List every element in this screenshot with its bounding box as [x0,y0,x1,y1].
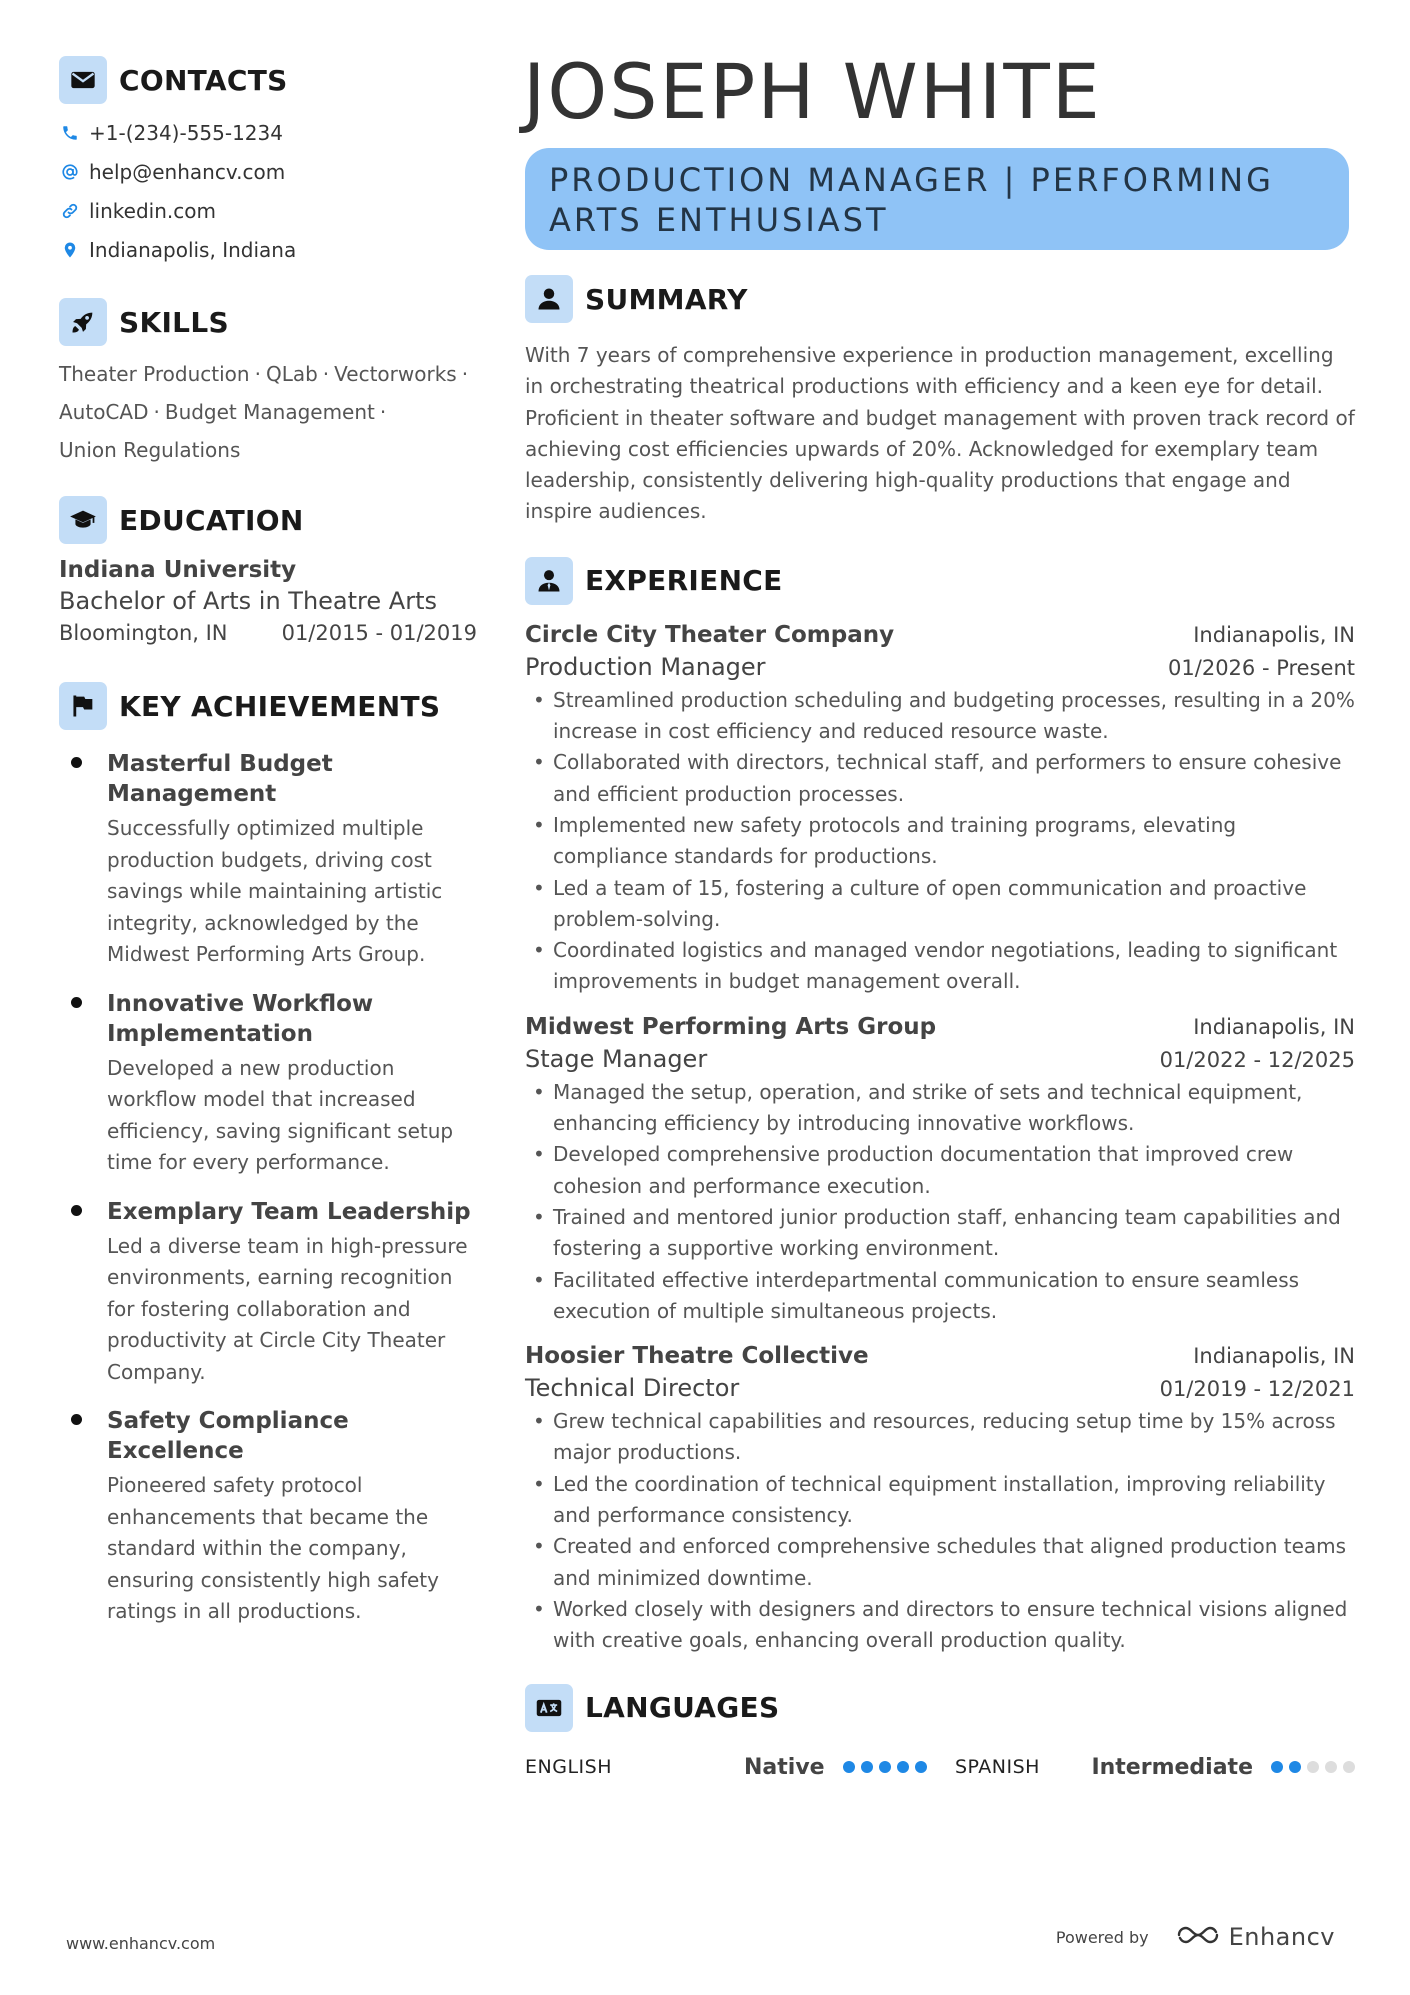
left-column [59,55,479,1628]
education-degree: Bachelor of Arts in Theatre Arts [59,587,437,615]
envelope-icon [59,56,107,104]
skill-item: QLab [265,362,318,386]
achievement-item [59,1197,479,1389]
job-bullet: • Worked closely with designers and directors to ensure technical visions aligned with creative goals, enhancing overall production quality. [525,1594,1355,1657]
contacts-header [59,55,479,105]
job-company: Circle City Theater Company [525,621,895,648]
contact-phone[interactable] [59,113,479,152]
job-bullet: • Facilitated effective interdepartmental communication to ensure seamless execution of multiple simultaneous projects. [525,1265,1355,1328]
summary-header [525,274,1355,324]
phone-icon [59,122,81,144]
rating-dot-empty [1343,1761,1355,1773]
rating-dot-filled [897,1761,909,1773]
education-school: Indiana University [59,557,297,583]
job-bullet: • Led a team of 15, fostering a culture of open communication and proactive problem-solving. [525,873,1355,936]
languages-header [525,1683,1355,1733]
job-dates: 01/2022 - 12/2025 [1159,1047,1355,1072]
contact-text: linkedin.com [89,198,216,223]
language-item [955,1755,1355,1780]
achievements-section [59,681,479,1628]
skill-item: AutoCAD [59,400,149,424]
job-bullet: • Coordinated logistics and managed vendor negotiations, leading to significant improvements in budget management overall. [525,935,1355,998]
contact-list [59,113,479,269]
job-bullets [525,685,1355,998]
job-bullets [525,1406,1355,1656]
job-location: Indianapolis, IN [1193,622,1355,647]
job-location: Indianapolis, IN [1193,1014,1355,1039]
language-name: SPANISH [955,1756,1040,1778]
flag-icon [59,682,107,730]
education-header [59,495,479,545]
job-bullet: • Implemented new safety protocols and training programs, elevating compliance standards for productions. [525,810,1355,873]
job-role: Production Manager [525,652,766,681]
rating-dot-filled [843,1761,855,1773]
achievement-title: Safety Compliance Excellence [107,1408,349,1464]
contacts-section [59,55,479,269]
contact-linkedin[interactable] [59,191,479,230]
achievement-desc: Developed a new production workflow model that increased efficiency, saving significant setup time for every performance. [107,1055,454,1174]
section-title: SKILLS [119,305,229,339]
rating-dot-filled [861,1761,873,1773]
enhancv-logo-icon [1175,1922,1221,1952]
businessman-icon [525,557,573,605]
job-dates: 01/2019 - 12/2021 [1159,1377,1355,1402]
job-bullet: • Created and enforced comprehensive schedules that aligned production teams and minimized downtime. [525,1531,1355,1594]
skills-header [59,297,479,347]
language-name: ENGLISH [525,1756,612,1778]
section-title: EXPERIENCE [585,564,783,598]
link-icon [59,200,81,222]
achievement-item [59,1406,479,1628]
bullet-icon [71,1414,82,1425]
language-level: Intermediate [1091,1754,1253,1780]
contact-text: +1-(234)-555-1234 [89,120,283,145]
job-bullet: • Collaborated with directors, technical staff, and performers to ensure cohesive and efficient production processes. [525,747,1355,810]
job-role: Technical Director [525,1374,740,1403]
section-title: LANGUAGES [585,1691,780,1724]
job-bullet: • Managed the setup, operation, and strike of sets and technical equipment, enhancing efficiency by introducing innovative workflows. [525,1077,1355,1140]
job-bullets [525,1077,1355,1327]
powered-by-label: Powered by [1055,1927,1149,1947]
bullet-icon [71,1205,82,1216]
rating-dot-filled [879,1761,891,1773]
education-meta [59,621,477,645]
section-title: EDUCATION [119,503,304,537]
contact-text: Indianapolis, Indiana [89,237,297,262]
contact-email[interactable] [59,152,479,191]
rating-dot-filled [915,1761,927,1773]
achievement-item [59,989,479,1179]
job-bullet: • Grew technical capabilities and resources, reducing setup time by 15% across major productions. [525,1406,1355,1469]
job-bullet: • Trained and mentored junior production staff, enhancing team capabilities and fostering a supportive working environment. [525,1202,1355,1265]
summary-text: With 7 years of comprehensive experience in production management, excelling in orchestrating theatrical productions with efficiency and a keen eye for detail. Proficient in theater software and budget management with proven track record of achieving cost efficiencies upwards of 20%. Acknowledged for exemplary team leadership, consistently delivering high-quality productions that engage and inspire audiences. [525,343,1355,524]
job-company: Hoosier Theatre Collective [525,1343,869,1370]
contact-location [59,230,479,269]
rocket-icon [59,298,107,346]
achievement-title: Masterful Budget Management [107,751,333,807]
achievement-title: Innovative Workflow Implementation [107,990,374,1047]
section-title: CONTACTS [119,63,288,97]
education-dates: 01/2015 - 01/2019 [281,621,477,645]
brand-name: Enhancv [1228,1923,1335,1951]
skill-item: Budget Management [164,400,375,424]
job-bullet: • Streamlined production scheduling and budgeting processes, resulting in a 20% increase in cost efficiency and reduced resource waste. [525,685,1355,748]
location-pin-icon [59,239,81,261]
translate-icon [525,1684,573,1732]
language-rating [1271,1761,1355,1773]
graduation-cap-icon [59,496,107,544]
candidate-title: PRODUCTION MANAGER | PERFORMING ARTS ENTHUSIAST [525,148,1349,250]
achievement-desc: Successfully optimized multiple production budgets, driving cost savings while maintaining artistic integrity, acknowledged by the Midwest Performing Arts Group. [107,816,443,966]
education-location: Bloomington, IN [59,621,228,645]
skills-list: Theater Production · QLab · Vectorworks · AutoCAD · Budget Management · Union Regulations [59,362,469,462]
footer-branding [1056,1922,1335,1952]
language-level: Native [744,1754,825,1780]
bullet-icon [71,997,82,1008]
contact-text: help@enhancv.com [89,159,286,184]
right-column [523,47,1355,1780]
summary-section [525,274,1355,528]
job-entry [525,622,1355,998]
job-entry [525,1014,1355,1327]
rating-dot-filled [1289,1761,1301,1773]
candidate-name: JOSEPH WHITE [523,47,1102,136]
achievement-title: Exemplary Team Leadership [107,1198,471,1225]
job-bullet: • Led the coordination of technical equipment installation, improving reliability and performance consistency. [525,1469,1355,1532]
job-company: Midwest Performing Arts Group [525,1013,937,1040]
achievement-list [59,749,479,1628]
footer-website[interactable]: www.enhancv.com [66,1934,216,1953]
experience-section [525,556,1355,1657]
section-title: SUMMARY [585,282,748,316]
achievements-header [59,681,479,731]
job-bullet: • Developed comprehensive production documentation that improved crew cohesion and performance execution. [525,1139,1355,1202]
experience-header [525,556,1355,606]
job-dates: 01/2026 - Present [1168,655,1355,680]
at-icon [59,161,81,183]
skill-item: Union Regulations [59,438,241,462]
language-rating [843,1761,927,1773]
achievement-item [59,749,479,971]
rating-dot-empty [1307,1761,1319,1773]
user-icon [525,275,573,323]
rating-dot-empty [1325,1761,1337,1773]
job-entry [525,1343,1355,1656]
language-list [525,1755,1355,1780]
language-item [525,1755,955,1780]
languages-section [525,1683,1355,1780]
skill-item: Theater Production [59,362,250,386]
skills-section [59,297,479,469]
job-location: Indianapolis, IN [1193,1344,1355,1369]
rating-dot-filled [1271,1761,1283,1773]
skill-item: Vectorworks [334,362,457,386]
section-title: KEY ACHIEVEMENTS [119,689,441,723]
achievement-desc: Led a diverse team in high-pressure environments, earning recognition for fostering collaboration and productivity at Circle City Theater Company. [107,1233,468,1384]
bullet-icon [71,757,82,768]
education-section [59,495,479,645]
job-role: Stage Manager [525,1044,708,1073]
achievement-desc: Pioneered safety protocol enhancements that became the standard within the company, ensuring consistently high safety ratings in all productions. [107,1473,439,1623]
